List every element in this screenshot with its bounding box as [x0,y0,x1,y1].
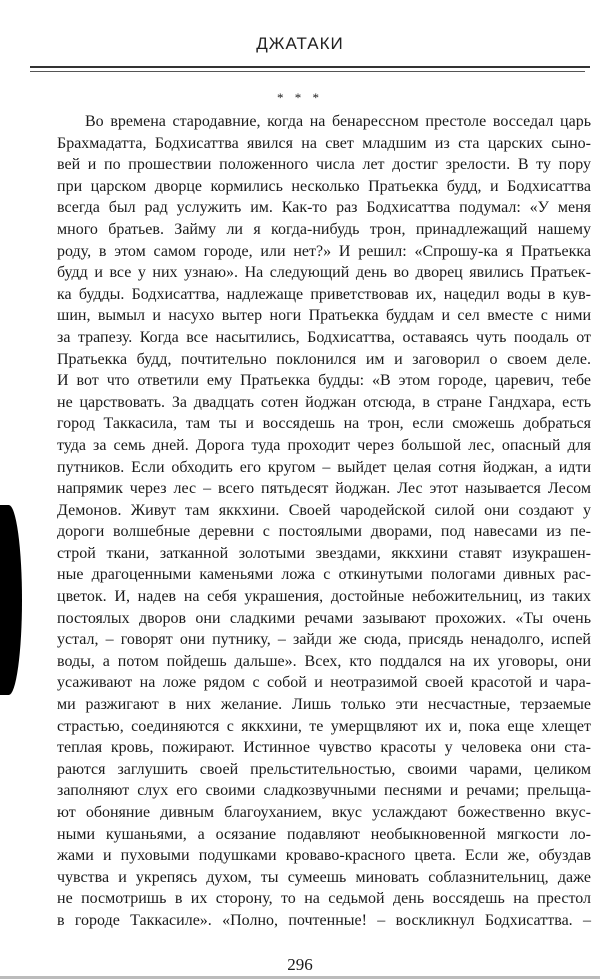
text-line: Брахмадатта, Бодхисаттва явился на свет младшим из ста царских сыно- [57,134,591,152]
page-number: 296 [287,955,313,974]
text-line: усаживают на ложе рядом с собой и неотразимой своей красотой и чара- [57,674,591,692]
text-line: страстью, соединяются с яккхини, те умерщвляют их и, пока еще хлещет [57,717,591,735]
text-line: ют обоняние дивным благоуханием, вкус услаждают божественно вкус- [57,804,591,821]
section-mark: * * * [277,90,323,105]
text-line: путников. Если обходить его кругом – выйдет целая сотня йоджан, а идти [57,458,591,476]
text-line: дороги волшебные деревни с постоялыми дворами, под навесами из пе- [57,523,591,541]
text-line: не царствовать. За двадцать сотен йоджан отсюда, в стране Гандхара, есть [57,393,591,411]
text-line: раются заглушить своей прельстительностью, своими чарами, целиком [57,760,591,778]
text-line: ка будды. Бодхисаттва, надлежаще приветствовав их, нацедил воды в кув- [57,285,591,303]
text-line: ми разжигают в них желание. Лишь только эти несчастные, терзаемые [57,696,591,714]
text-line: туда за семь дней. Дорога туда проходит через большой лес, опасный для [57,436,591,454]
text-line: роду, в этом самом городе, или нет?» И решил: «Спрошу-ка я Пратьекка [57,242,591,260]
running-title: ДЖАТАКИ [256,34,344,53]
header-rule-secondary [30,71,585,72]
text-line: жами и пуховыми подушками кроваво-красного цвета. Если же, обуздав [57,847,591,865]
text-line: заполняют слух его своими сладкозвучными песнями и речами; прельща- [57,782,591,800]
text-line: вей и по прошествии положенного числа лет достиг зрелости. В ту пору [57,156,591,174]
text-line: строй ткани, затканной золотыми звездами, яккхини ставят изукрашен- [57,544,591,562]
text-line: не посмотришь в их сторону, то на седьмой день воссядешь на престол [57,890,591,908]
text-line: при царском дворце кормились несколько Пратьекка будд, и Бодхисаттва [57,177,591,195]
text-line: цветок. И, надев на себя украшения, достойные небожительниц, из таких [57,588,591,606]
text-line: ными кушаньями, а осязание подавляют необыкновенной мягкости ло- [57,825,591,843]
text-line: Во времена стародавние, когда на бенарессном престоле восседал царь [85,113,591,130]
scan-shadow [0,505,22,695]
header-rule [30,66,590,68]
text-line: шин, вымыл и насухо вытер ноги Пратьекка буддам и сел вместе с ними [57,307,591,325]
text-line: теплая кровь, пожирают. Истинное чувство красоты у человека они ста- [57,739,591,757]
text-line: много братьев. Займу ли я когда-нибудь трон, принадлежащий нашему [57,220,591,238]
text-line: Пратьекка будд, почтительно поклонился им и заговорил о своем деле. [57,350,591,368]
page-body-text [57,111,591,932]
text-line: за трапезу. Когда все насытились, Бодхисаттва, оставаясь чуть поодаль от [57,328,591,346]
text-line: будд и все у них узнаю». На следующий день во дворец явились Пратьек- [57,264,591,282]
text-line: всегда был рад услужить им. Как-то раз Бодхисаттва подумал: «У меня [57,199,591,217]
text-line: Демонов. Живут там яккхини. Своей чародейской силой они создают у [57,501,591,519]
text-line: напрямик через лес – всего пятьдесят йоджан. Лес этот называется Лесом [57,480,591,498]
text-line: в городе Таккасиле». «Полно, почтенные! – воскликнул Бодхисаттва. – [57,911,591,929]
text-line: воды, а потом пойдешь дальше». Всех, кто поддался на их уговоры, они [57,652,591,670]
text-line: устал, – говорят они путнику, – зайди же сюда, присядь ненадолго, испей [57,631,591,649]
text-line: город Таккасила, там ты и воссядешь на трон, если сможешь добраться [57,415,591,433]
text-line: чувства и укрепясь духом, ты сумеешь миновать соблазнительниц, даже [57,868,591,886]
text-line: ные драгоценными каменьями ложа с откинутыми пологами дивных рас- [57,566,591,584]
text-line: И вот что ответили ему Пратьекка будды: «В этом городе, царевич, тебе [57,372,591,390]
text-line: постоялых дворов они сладкими речами зазывают прохожих. «Ты очень [57,609,591,627]
